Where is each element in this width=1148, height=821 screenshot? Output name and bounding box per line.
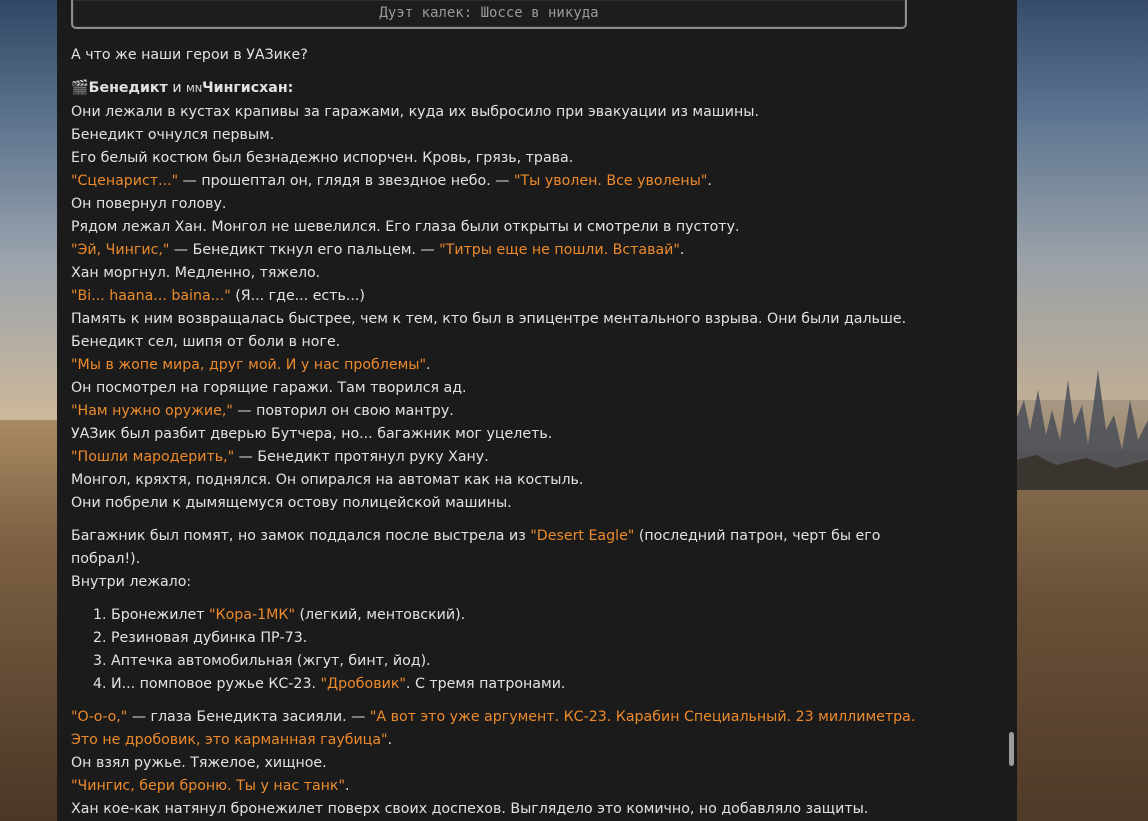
story-line: Хан кое-как натянул бронежилет поверх своих доспехов. Выглядело это комично, но добавляло защиты.	[71, 801, 869, 817]
narration: (последний патрон, черт бы его побрал!).	[71, 528, 881, 567]
narration: .	[345, 778, 350, 794]
highlighted-term: "Кора-1МК"	[209, 607, 295, 623]
narration: .	[707, 173, 712, 189]
dialogue-quote: "Эй, Чингис,"	[71, 242, 170, 258]
list-item-text: И... помповое ружье КС-23.	[111, 676, 321, 692]
story-line: Бенедикт очнулся первым.	[71, 127, 275, 143]
dialogue-quote: "Титры еще не пошли. Вставай"	[439, 242, 680, 258]
background-right	[1016, 0, 1148, 821]
trunk-items-list	[71, 604, 919, 696]
story-line: Бенедикт сел, шипя от боли в ноге.	[71, 334, 341, 350]
story-content	[71, 44, 919, 821]
story-line	[71, 285, 919, 308]
story-line	[71, 525, 919, 571]
dialogue-quote: "Мы в жопе мира, друг мой. И у нас проблемы"	[71, 357, 427, 373]
character-name-genghis: Чингисхан	[202, 80, 288, 96]
narration: — повторил он свою мантру.	[232, 403, 454, 419]
story-line	[71, 239, 919, 262]
dialogue-quote: "Чингис, бери броню. Ты у нас танк"	[71, 778, 346, 794]
narration: .	[679, 242, 685, 258]
dialogue-quote: "Нам нужно оружие,"	[71, 403, 233, 419]
list-item-text: (легкий, ментовский).	[294, 607, 466, 623]
heading-conjunction: и	[172, 80, 182, 96]
story-line	[71, 400, 919, 423]
narration: .	[426, 357, 431, 373]
dialogue-quote: "Сценарист..."	[71, 173, 179, 189]
dialogue-quote: "О-о-о,"	[71, 709, 128, 725]
dialogue-quote: "Bi... haana... baina..."	[71, 288, 231, 304]
highlighted-term: "Дробовик"	[320, 676, 406, 692]
story-line	[71, 354, 919, 377]
highlighted-term: "Desert Eagle"	[530, 528, 635, 544]
story-line	[71, 446, 919, 469]
story-line	[71, 775, 919, 798]
story-line: Он взял ружье. Тяжелое, хищное.	[71, 755, 327, 771]
story-line: Они побрели к дымящемуся остову полицейской машины.	[71, 495, 512, 511]
story-line: Он посмотрел на горящие гаражи. Там творился ад.	[71, 380, 467, 396]
intro-line: А что же наши герои в УАЗике?	[71, 47, 308, 63]
story-line	[71, 706, 919, 752]
dialogue-quote: "Ты уволен. Все уволены"	[513, 173, 708, 189]
narration: — Бенедикт протянул руку Хану.	[234, 449, 489, 465]
narration: .	[387, 732, 393, 748]
dialogue-quote: "Пошли мародерить,"	[71, 449, 235, 465]
story-title-bar	[71, 0, 907, 29]
background-left	[0, 0, 58, 821]
list-item	[111, 627, 919, 650]
story-line: Его белый костюм был безнадежно испорчен. Кровь, грязь, трава.	[71, 150, 574, 166]
page-title: Дуэт калек: Шоссе в никуда	[379, 5, 599, 21]
narration: — Бенедикт ткнул его пальцем. —	[169, 242, 440, 258]
list-item-text: . С тремя патронами.	[405, 676, 566, 692]
list-item	[111, 604, 919, 627]
dialogue-quote: "А вот это уже аргумент. КС-23. Карабин Специальный. 23 миллиметра. Это не дробовик, это карманная гаубица"	[71, 709, 916, 748]
list-item	[111, 650, 919, 673]
narration: — глаза Бенедикта засияли. —	[127, 709, 370, 725]
story-line: УАЗик был разбит дверью Бутчера, но... багажник мог уцелеть.	[71, 426, 553, 442]
story-line: Память к ним возвращалась быстрее, чем к тем, кто был в эпицентре ментального взрыва. Они были дальше.	[71, 311, 907, 327]
story-line: Хан моргнул. Медленно, тяжело.	[71, 265, 321, 281]
story-line	[71, 170, 919, 193]
heading-colon: :	[287, 80, 294, 96]
scene-heading	[71, 77, 919, 101]
mongolia-flag-icon: MN	[186, 84, 203, 95]
list-item-text: Резиновая дубинка ПР-73.	[111, 630, 308, 646]
scrollbar-thumb[interactable]	[1009, 732, 1014, 766]
list-item	[111, 673, 919, 696]
narration: Багажник был помят, но замок поддался после выстрела из	[71, 528, 531, 544]
story-line: Он повернул голову.	[71, 196, 227, 212]
character-name-benedict: Бенедикт	[88, 80, 168, 96]
clapper-icon: 🎬	[71, 80, 89, 96]
list-item-text: Бронежилет	[111, 607, 209, 623]
narration: — прошептал он, глядя в звездное небо. —	[178, 173, 514, 189]
narration: (Я... где... есть...)	[230, 288, 365, 304]
story-line: Они лежали в кустах крапивы за гаражами, куда их выбросило при эвакуации из машины.	[71, 104, 759, 120]
list-item-text: Аптечка автомобильная (жгут, бинт, йод).	[111, 653, 431, 669]
story-line: Рядом лежал Хан. Монгол не шевелился. Его глаза были открыты и смотрели в пустоту.	[71, 219, 740, 235]
rock-spires-illustration	[1016, 360, 1148, 490]
story-line: Монгол, кряхтя, поднялся. Он опирался на автомат как на костыль.	[71, 472, 584, 488]
story-line: Внутри лежало:	[71, 574, 192, 590]
